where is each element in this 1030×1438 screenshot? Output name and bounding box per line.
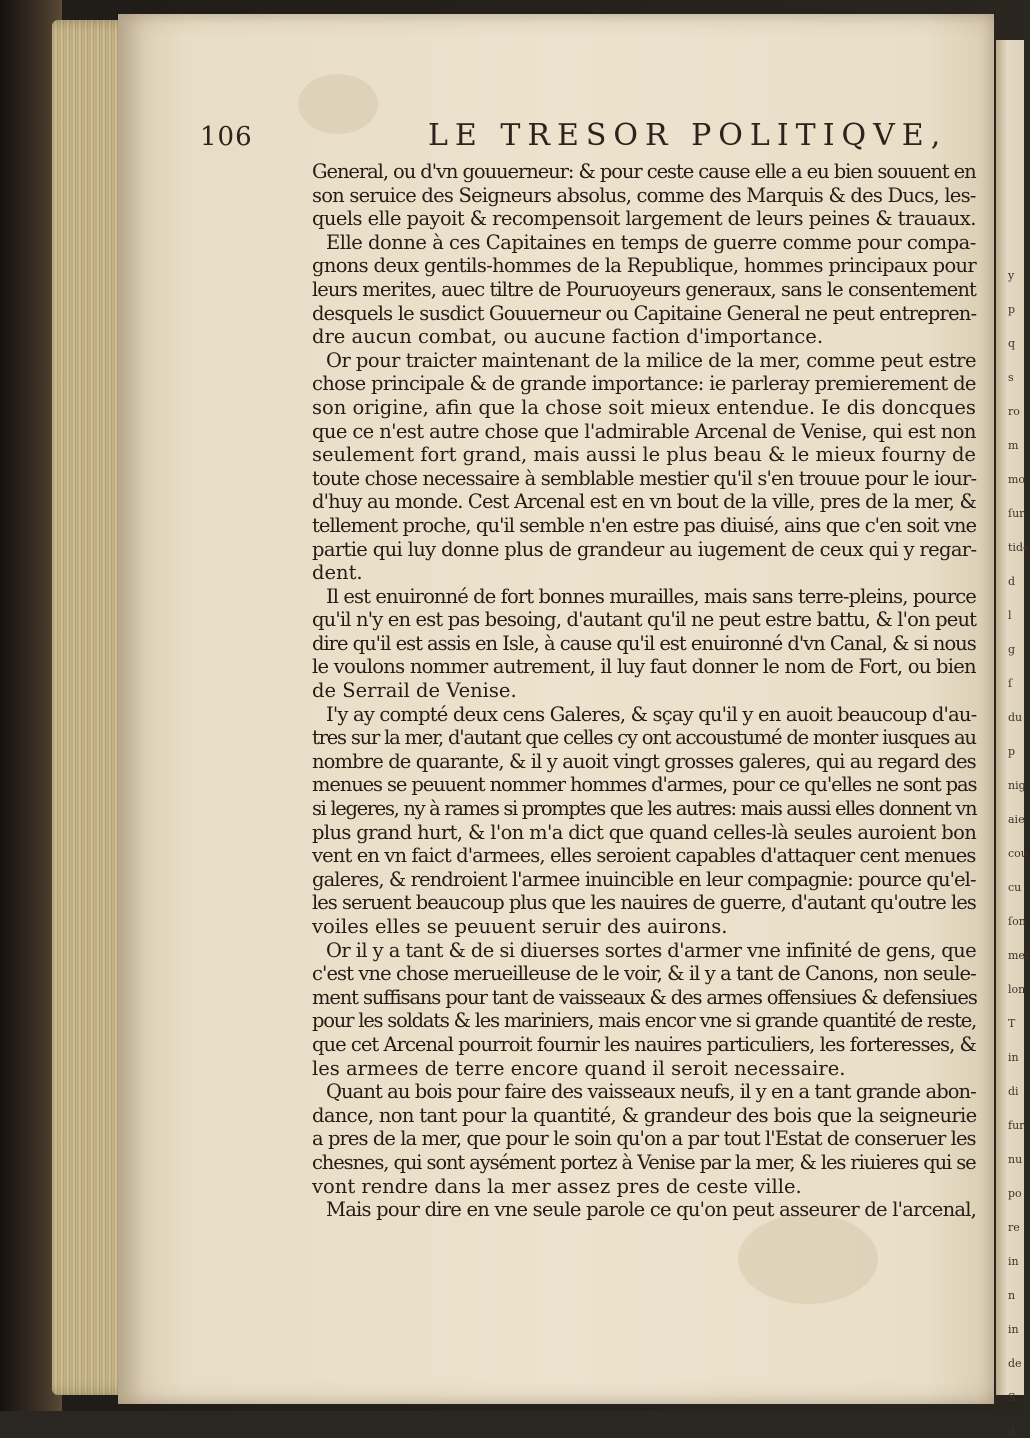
paragraph	[312, 1198, 976, 1222]
facing-page-edge	[996, 40, 1030, 1438]
facing-page-fragment: p	[1008, 303, 1016, 316]
paragraph	[312, 1080, 976, 1198]
facing-page-fragment: nig	[1008, 779, 1026, 792]
facing-page-fragment: S	[1008, 1391, 1016, 1404]
text-line: Il est enuironné de fort bonnes murailles, mais sans terre-pleins, pource	[326, 584, 976, 608]
facing-page-fragment: ſur	[1008, 507, 1025, 520]
text-line: chose principale & de grande importance: ie parleray premierement de	[312, 372, 976, 396]
paragraph	[312, 585, 976, 703]
text-line: les armees de terre encore quand il seroit necessaire.	[312, 1056, 846, 1080]
text-line: le voulons nommer autrement, il luy faut donner le nom de Fort, ou bien	[312, 655, 976, 679]
text-line: si legeres, ny à rames si promptes que les autres: mais aussi elles donnent vn	[312, 797, 977, 821]
facing-page-fragment: n	[1008, 1289, 1016, 1302]
text-line: qu'il n'y en est pas besoing, d'autant qu'il ne peut estre battu, & l'on peut	[312, 608, 977, 632]
facing-page-fragment: cu	[1008, 881, 1022, 894]
facing-page-fragment: po	[1008, 1187, 1022, 1200]
text-line: voiles elles se peuuent seruir des auirons.	[312, 915, 728, 938]
text-line: plus grand hurt, & l'on m'a dict que quand celles-là seules auroient bon	[312, 820, 977, 844]
text-line: dent.	[312, 561, 363, 585]
facing-page-fragment: s	[1008, 371, 1014, 384]
text-line: General, ou d'vn gouuerneur: & pour ceste cause elle a eu bien souuent en	[312, 160, 976, 183]
text-line: vent en vn faict d'armees, elles seroient capables d'attaquer cent menues	[312, 844, 976, 868]
text-line: d'huy au monde. Cest Arcenal est en vn bout de la ville, pres de la mer, &	[312, 490, 976, 514]
text-line: Mais pour dire en vne seule parole ce qu'on peut asseurer de l'arcenal,	[326, 1198, 977, 1222]
text-line: vont rendre dans la mer assez pres de ceste ville.	[312, 1174, 802, 1198]
text-line: pour les soldats & les mariniers, mais encor vne si grande quantité de reste,	[312, 1009, 977, 1033]
facing-page-fragment: ſ	[1008, 677, 1013, 690]
facing-page-fragment: y	[1008, 269, 1015, 282]
text-line: tellement proche, qu'il semble n'en estre pas diuisé, ains que c'en soit vne	[312, 513, 977, 537]
paragraph	[312, 349, 976, 585]
facing-page-fragment: lon	[1008, 983, 1026, 996]
text-line: que ce n'est autre chose que l'admirable Arcenal de Venise, qui est non	[312, 419, 976, 443]
paragraph	[312, 160, 976, 231]
facing-page-fragment: l	[1008, 609, 1012, 622]
text-line: partie qui luy donne plus de grandeur au iugement de ceux qui y regar-	[312, 537, 977, 561]
page-header	[200, 118, 960, 158]
facing-page-fragment: de	[1008, 1357, 1022, 1370]
facing-page-fragment: fur	[1008, 1119, 1025, 1132]
facing-page-fragment: tide	[1008, 541, 1030, 554]
body-text	[312, 160, 976, 1222]
text-line: dire qu'il est assis en Isle, à cause qu'il est enuironné d'vn Canal, & si nous	[312, 631, 976, 655]
text-line: son origine, afin que la chose soit mieux entendue. Ie dis doncques	[312, 395, 976, 419]
facing-page-fragment: in	[1008, 1323, 1019, 1336]
facing-page-fragment: du	[1008, 711, 1023, 724]
text-line: menues se peuuent nommer hommes d'armes, pour ce qu'elles ne sont pas	[312, 773, 977, 797]
facing-page-fragment: d	[1008, 1425, 1016, 1438]
paper-stain	[738, 1214, 878, 1304]
running-title: LE TRESOR POLITIQVE,	[428, 118, 948, 153]
facing-page-fragment: nu	[1008, 1153, 1023, 1166]
text-line: que cet Arcenal pourroit fournir les nauires particuliers, les forteresses, &	[312, 1032, 976, 1056]
text-line: desquels le susdict Gouuerneur ou Capitaine General ne peut entrepren-	[312, 301, 977, 325]
text-line: seulement fort grand, mais aussi le plus beau & le mieux fourny de	[312, 443, 976, 467]
text-line: Or il y a tant & de si diuerses sortes d'armer vne infinité de gens, que	[326, 938, 977, 962]
text-line: leurs merites, auec tiltre de Pouruoyeurs generaux, sans le consentement	[312, 277, 976, 301]
text-line: son seruice des Seigneurs absolus, comme des Marquis & des Ducs, les-	[312, 183, 976, 207]
facing-page-fragment: g	[1008, 643, 1016, 656]
facing-page-fragment: m	[1008, 439, 1019, 452]
paragraph	[312, 939, 976, 1081]
facing-page-fragment: d	[1008, 575, 1016, 588]
text-line: a pres de la mer, que pour le soin qu'on a par tout l'Estat de conseruer les	[312, 1127, 976, 1151]
facing-page-fragment: cou	[1008, 847, 1028, 860]
text-line: gnons deux gentils-hommes de la Republique, hommes principaux pour	[312, 254, 977, 278]
text-line: toute chose necessaire à semblable mestier qu'il s'en trouue pour le iour-	[312, 466, 977, 490]
page-number: 106	[200, 122, 253, 152]
facing-page-fragment: T	[1008, 1017, 1016, 1030]
facing-page-fragment: mo	[1008, 473, 1026, 486]
facing-page-fragment: mer	[1008, 949, 1030, 962]
facing-page-fragment: p	[1008, 745, 1016, 758]
facing-page-fragment: ſon	[1008, 915, 1026, 928]
facing-page-fragment: aie	[1008, 813, 1025, 826]
text-line: Elle donne à ces Capitaines en temps de guerre comme pour compa-	[326, 230, 976, 254]
text-line: de Serrail de Venise.	[312, 679, 517, 703]
text-line: quels elle payoit & recompensoit largement de leurs peines & trauaux.	[312, 207, 976, 231]
facing-page-fragment: q	[1008, 337, 1016, 350]
text-line: Or pour traicter maintenant de la milice de la mer, comme peut estre	[326, 348, 976, 372]
facing-page-fragment: in	[1008, 1255, 1019, 1268]
text-line: dre aucun combat, ou aucune faction d'importance.	[312, 325, 824, 349]
text-line: ment suffisans pour tant de vaisseaux & des armes offensiues & defensiues	[312, 985, 977, 1009]
text-line: chesnes, qui sont aysément portez à Venise par la mer, & les riuieres qui se	[312, 1150, 976, 1174]
text-line: tres sur la mer, d'autant que celles cy ont accoustumé de monter iusques au	[312, 726, 976, 750]
text-line: dance, non tant pour la quantité, & grandeur des bois que la seigneurie	[312, 1103, 977, 1127]
facing-page-fragment: di	[1008, 1085, 1019, 1098]
facing-page-fragment: in	[1008, 1051, 1019, 1064]
text-line: nombre de quarante, & il y auoit vingt grosses galeres, qui au regard des	[312, 749, 976, 773]
text-line: c'est vne chose merueilleuse de le voir, & il y a tant de Canons, non seule-	[312, 962, 976, 986]
facing-page-fragment: ro	[1008, 405, 1020, 418]
text-line: I'y ay compté deux cens Galeres, & sçay qu'il y en auoit beaucoup d'au-	[326, 702, 977, 726]
paragraph	[312, 703, 976, 939]
text-line: les seruent beaucoup plus que les nauires de guerre, d'autant qu'outre les	[312, 891, 976, 915]
facing-page-fragment: re	[1008, 1221, 1020, 1234]
text-line: galeres, & rendroient l'armee inuincible en leur compagnie: pource qu'el-	[312, 867, 976, 891]
text-line: Quant au bois pour faire des vaisseaux neufs, il y en a tant grande abon-	[326, 1080, 976, 1104]
paragraph	[312, 231, 976, 349]
